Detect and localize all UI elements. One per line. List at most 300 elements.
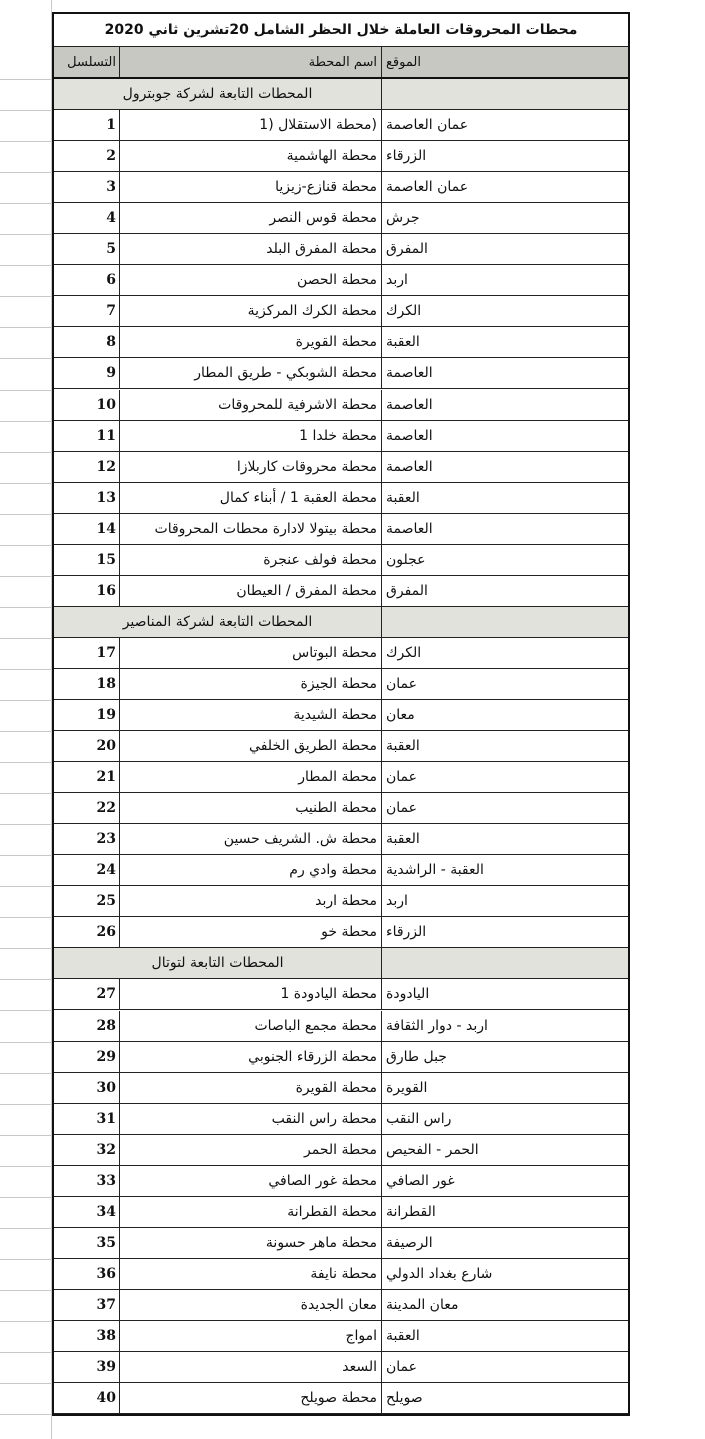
location-cell-text: اليادودة bbox=[386, 986, 430, 1003]
location-cell[interactable] bbox=[382, 327, 628, 357]
serial-cell[interactable] bbox=[54, 762, 120, 792]
location-cell-text: اربد bbox=[386, 272, 408, 289]
location-cell[interactable] bbox=[382, 390, 628, 420]
serial-cell-text: 18 bbox=[96, 675, 116, 692]
location-cell-text: القطرانة bbox=[386, 1203, 436, 1220]
serial-cell[interactable] bbox=[54, 1383, 120, 1413]
station-name-cell-text: محطة نايفة bbox=[310, 1265, 377, 1282]
location-cell[interactable] bbox=[382, 1352, 628, 1382]
station-name-cell[interactable] bbox=[120, 731, 382, 761]
station-name-cell[interactable] bbox=[120, 1259, 382, 1289]
gutter-gridline bbox=[0, 452, 52, 453]
station-name-cell-text: محطة وادي رم bbox=[289, 862, 377, 879]
location-cell[interactable] bbox=[382, 917, 628, 947]
station-name-cell[interactable] bbox=[120, 141, 382, 171]
gutter-gridline bbox=[0, 203, 52, 204]
location-cell-text: الرصيفة bbox=[386, 1234, 433, 1251]
serial-cell[interactable] bbox=[54, 421, 120, 451]
location-cell-text: العقبة bbox=[386, 831, 420, 848]
station-name-cell-text: محطة الطريق الخلفي bbox=[249, 738, 377, 755]
table-row bbox=[54, 824, 628, 855]
gutter-gridline bbox=[0, 1259, 52, 1260]
location-cell-text: العقبة bbox=[386, 489, 420, 506]
serial-cell[interactable] bbox=[54, 358, 120, 388]
section-location-empty[interactable] bbox=[382, 607, 628, 637]
serial-cell[interactable] bbox=[54, 917, 120, 947]
table-row bbox=[54, 1259, 628, 1290]
serial-cell[interactable] bbox=[54, 1135, 120, 1165]
serial-cell[interactable] bbox=[54, 638, 120, 668]
station-name-cell[interactable] bbox=[120, 265, 382, 295]
gutter-gridline bbox=[0, 421, 52, 422]
station-name-cell[interactable] bbox=[120, 1073, 382, 1103]
serial-cell-text: 23 bbox=[96, 831, 116, 848]
serial-cell-text: 22 bbox=[96, 800, 116, 817]
location-cell-text: العقبة - الراشدية bbox=[386, 862, 484, 879]
serial-cell[interactable] bbox=[54, 172, 120, 202]
station-name-cell[interactable] bbox=[120, 1166, 382, 1196]
station-name-cell[interactable] bbox=[120, 855, 382, 885]
gutter-gridline bbox=[0, 731, 52, 732]
location-cell[interactable] bbox=[382, 855, 628, 885]
serial-cell-text: 5 bbox=[106, 241, 116, 258]
serial-cell[interactable] bbox=[54, 979, 120, 1009]
station-name-cell[interactable] bbox=[120, 886, 382, 916]
station-name-cell-text: محطة قوس النصر bbox=[269, 210, 377, 227]
serial-cell-text: 11 bbox=[96, 427, 116, 444]
location-cell[interactable] bbox=[382, 483, 628, 513]
location-cell[interactable] bbox=[382, 669, 628, 699]
header-serial-text: التسلسل bbox=[67, 54, 116, 70]
serial-cell[interactable] bbox=[54, 1290, 120, 1320]
table-row bbox=[54, 265, 628, 296]
table-row bbox=[54, 576, 628, 607]
table-row bbox=[54, 793, 628, 824]
location-cell-text: شارع بغداد الدولي bbox=[386, 1265, 493, 1282]
serial-cell[interactable] bbox=[54, 545, 120, 575]
serial-cell[interactable] bbox=[54, 327, 120, 357]
location-cell-text: راس النقب bbox=[386, 1110, 452, 1127]
station-name-cell[interactable] bbox=[120, 203, 382, 233]
station-name-cell[interactable] bbox=[120, 421, 382, 451]
serial-cell-text: 30 bbox=[96, 1079, 116, 1096]
location-cell-text: جرش bbox=[386, 210, 420, 227]
station-name-cell-text: (محطة الاستقلال (1 bbox=[259, 117, 377, 134]
location-cell-text: صويلح bbox=[386, 1390, 423, 1407]
station-name-cell-text: محطة القويرة bbox=[295, 334, 377, 351]
serial-cell-text: 40 bbox=[96, 1390, 116, 1407]
serial-cell-text: 39 bbox=[96, 1359, 116, 1376]
serial-cell-text: 12 bbox=[96, 458, 116, 475]
location-cell[interactable] bbox=[382, 1073, 628, 1103]
serial-cell-text: 34 bbox=[96, 1203, 116, 1220]
serial-cell-text: 32 bbox=[96, 1141, 116, 1158]
table-row bbox=[54, 1321, 628, 1352]
header-row bbox=[54, 47, 628, 79]
gutter-gridline bbox=[0, 296, 52, 297]
station-name-cell[interactable] bbox=[120, 1383, 382, 1413]
serial-cell-text: 20 bbox=[96, 738, 116, 755]
gutter-gridline bbox=[0, 1073, 52, 1074]
station-name-cell[interactable] bbox=[120, 793, 382, 823]
station-name-cell[interactable] bbox=[120, 327, 382, 357]
table-row bbox=[54, 1104, 628, 1135]
gutter-gridline bbox=[0, 638, 52, 639]
location-cell-text: الزرقاء bbox=[386, 148, 427, 165]
gutter-gridline bbox=[0, 607, 52, 608]
station-name-cell[interactable] bbox=[120, 390, 382, 420]
location-cell[interactable] bbox=[382, 172, 628, 202]
station-name-cell[interactable] bbox=[120, 1197, 382, 1227]
location-cell[interactable] bbox=[382, 762, 628, 792]
location-cell[interactable] bbox=[382, 203, 628, 233]
serial-cell-text: 24 bbox=[96, 862, 116, 879]
gutter-gridline bbox=[0, 1135, 52, 1136]
location-cell-text: معان المدينة bbox=[386, 1296, 459, 1313]
station-name-cell[interactable] bbox=[120, 1290, 382, 1320]
table-row bbox=[54, 762, 628, 793]
serial-cell[interactable] bbox=[54, 1197, 120, 1227]
location-cell-text: العاصمة bbox=[386, 458, 433, 475]
table-row bbox=[54, 1166, 628, 1197]
station-name-cell[interactable] bbox=[120, 545, 382, 575]
gutter-gridline bbox=[0, 886, 52, 887]
serial-cell[interactable] bbox=[54, 203, 120, 233]
station-name-cell-text: محطة الزرقاء الجنوبي bbox=[248, 1048, 377, 1065]
serial-cell-text: 14 bbox=[96, 520, 116, 537]
station-name-cell-text: محطة الحصن bbox=[297, 272, 377, 289]
station-name-cell[interactable] bbox=[120, 1104, 382, 1134]
gutter-gridline bbox=[0, 1383, 52, 1384]
serial-cell-text: 2 bbox=[106, 148, 116, 165]
location-cell-text: عمان bbox=[386, 769, 417, 786]
serial-cell-text: 31 bbox=[96, 1110, 116, 1127]
station-name-cell-text: محطة الشوبكي - طريق المطار bbox=[194, 365, 377, 382]
station-name-cell[interactable] bbox=[120, 296, 382, 326]
serial-cell-text: 3 bbox=[106, 179, 116, 196]
gutter-gridline bbox=[0, 576, 52, 577]
station-name-cell[interactable] bbox=[120, 1321, 382, 1351]
serial-cell-text: 4 bbox=[106, 210, 116, 227]
serial-cell[interactable] bbox=[54, 824, 120, 854]
station-name-cell[interactable] bbox=[120, 452, 382, 482]
table-row bbox=[54, 545, 628, 576]
station-name-cell-text: محطة القويرة bbox=[295, 1079, 377, 1096]
header-location-text: الموقع bbox=[386, 54, 421, 70]
serial-cell[interactable] bbox=[54, 483, 120, 513]
serial-cell-text: 27 bbox=[96, 986, 116, 1003]
page-title-text: محطات المحروقات العاملة خلال الحظر الشامل 20تشرين ثاني 2020 bbox=[104, 22, 578, 38]
station-name-cell[interactable] bbox=[120, 1011, 382, 1041]
location-cell[interactable] bbox=[382, 824, 628, 854]
serial-cell-text: 7 bbox=[106, 303, 116, 320]
serial-cell-text: 29 bbox=[96, 1048, 116, 1065]
table-row bbox=[54, 327, 628, 358]
station-name-cell[interactable] bbox=[120, 576, 382, 606]
station-name-cell-text: محطة صويلح bbox=[300, 1390, 377, 1407]
gutter-gridline bbox=[0, 1197, 52, 1198]
station-name-cell-text: محطة راس النقب bbox=[271, 1110, 377, 1127]
station-name-cell-text: محطة الاشرفية للمحروقات bbox=[218, 396, 377, 413]
location-cell[interactable] bbox=[382, 1104, 628, 1134]
location-cell-text: عمان bbox=[386, 1359, 417, 1376]
location-cell[interactable] bbox=[382, 1228, 628, 1258]
table-row bbox=[54, 514, 628, 545]
section-location-empty[interactable] bbox=[382, 79, 628, 109]
location-cell[interactable] bbox=[382, 545, 628, 575]
location-cell[interactable] bbox=[382, 1259, 628, 1289]
gutter-gridline bbox=[0, 358, 52, 359]
location-cell[interactable] bbox=[382, 514, 628, 544]
gutter-gridline bbox=[0, 545, 52, 546]
gutter-gridline bbox=[0, 1290, 52, 1291]
station-name-cell-text: محطة القطرانة bbox=[287, 1203, 377, 1220]
gutter-gridline bbox=[0, 1228, 52, 1229]
station-name-cell-text: محطة الشيدية bbox=[293, 707, 377, 724]
location-cell[interactable] bbox=[382, 358, 628, 388]
location-cell-text: عمان العاصمة bbox=[386, 179, 469, 196]
serial-cell-text: 28 bbox=[96, 1017, 116, 1034]
section-title-text: المحطات التابعة لشركة جوبترول bbox=[122, 86, 313, 103]
serial-cell[interactable] bbox=[54, 886, 120, 916]
station-name-cell-text: محطة الحمر bbox=[304, 1141, 377, 1158]
location-cell[interactable] bbox=[382, 1135, 628, 1165]
station-name-cell[interactable] bbox=[120, 1352, 382, 1382]
location-cell-text: عجلون bbox=[386, 551, 426, 568]
header-station-name[interactable] bbox=[120, 47, 382, 77]
location-cell[interactable] bbox=[382, 1290, 628, 1320]
section-location-empty[interactable] bbox=[382, 948, 628, 978]
table-row bbox=[54, 979, 628, 1010]
serial-cell-text: 36 bbox=[96, 1265, 116, 1282]
location-cell[interactable] bbox=[382, 265, 628, 295]
serial-cell[interactable] bbox=[54, 576, 120, 606]
table-row bbox=[54, 110, 628, 141]
header-location[interactable] bbox=[382, 47, 628, 77]
serial-cell[interactable] bbox=[54, 296, 120, 326]
station-name-cell-text: محطة الجيزة bbox=[300, 675, 377, 692]
location-cell-text: العاصمة bbox=[386, 520, 433, 537]
gutter-gridline bbox=[0, 1414, 52, 1415]
gutter-gridline bbox=[0, 855, 52, 856]
station-name-cell-text: محطة قنازع-زيزيا bbox=[275, 179, 377, 196]
table-row bbox=[54, 296, 628, 327]
serial-cell[interactable] bbox=[54, 234, 120, 264]
location-cell-text: جبل طارق bbox=[386, 1048, 447, 1065]
station-name-cell[interactable] bbox=[120, 1228, 382, 1258]
station-name-cell-text: محطة البوتاس bbox=[292, 644, 377, 661]
serial-cell[interactable] bbox=[54, 514, 120, 544]
location-cell[interactable] bbox=[382, 1197, 628, 1227]
section-title[interactable] bbox=[54, 79, 382, 109]
serial-cell[interactable] bbox=[54, 1104, 120, 1134]
serial-cell[interactable] bbox=[54, 700, 120, 730]
serial-cell-text: 26 bbox=[96, 924, 116, 941]
location-cell[interactable] bbox=[382, 234, 628, 264]
station-name-cell[interactable] bbox=[120, 638, 382, 668]
section-title-text: المحطات التابعة لشركة المناصير bbox=[122, 613, 313, 630]
table-row bbox=[54, 141, 628, 172]
gutter-gridline bbox=[0, 1352, 52, 1353]
station-name-cell[interactable] bbox=[120, 917, 382, 947]
location-cell-text: عمان العاصمة bbox=[386, 117, 469, 134]
serial-cell[interactable] bbox=[54, 731, 120, 761]
table-row bbox=[54, 172, 628, 203]
location-cell-text: العقبة bbox=[386, 738, 420, 755]
section-header-row bbox=[54, 607, 628, 638]
station-name-cell-text: معان الجديدة bbox=[300, 1296, 377, 1313]
location-cell[interactable] bbox=[382, 421, 628, 451]
gutter-gridline bbox=[0, 265, 52, 266]
location-cell[interactable] bbox=[382, 452, 628, 482]
location-cell-text: المفرق bbox=[386, 241, 428, 258]
station-name-cell-text: محطة خو bbox=[321, 924, 377, 941]
serial-cell[interactable] bbox=[54, 855, 120, 885]
station-name-cell[interactable] bbox=[120, 483, 382, 513]
station-name-cell[interactable] bbox=[120, 669, 382, 699]
table-row bbox=[54, 1352, 628, 1383]
header-station-name-text: اسم المحطة bbox=[308, 54, 377, 70]
section-header-row bbox=[54, 79, 628, 110]
location-cell-text: العقبة bbox=[386, 1328, 420, 1345]
station-name-cell-text: محطة مجمع الباصات bbox=[254, 1017, 377, 1034]
station-name-cell-text: محطة فولف عنجرة bbox=[263, 551, 377, 568]
serial-cell[interactable] bbox=[54, 1352, 120, 1382]
serial-cell-text: 13 bbox=[96, 489, 116, 506]
serial-cell[interactable] bbox=[54, 390, 120, 420]
serial-cell[interactable] bbox=[54, 793, 120, 823]
location-cell[interactable] bbox=[382, 731, 628, 761]
station-name-cell[interactable] bbox=[120, 979, 382, 1009]
serial-cell[interactable] bbox=[54, 452, 120, 482]
serial-cell[interactable] bbox=[54, 1259, 120, 1289]
title-row bbox=[54, 14, 628, 47]
gutter-gridline bbox=[0, 793, 52, 794]
section-title[interactable] bbox=[54, 607, 382, 637]
serial-cell-text: 15 bbox=[96, 551, 116, 568]
station-name-cell[interactable] bbox=[120, 762, 382, 792]
location-cell[interactable] bbox=[382, 886, 628, 916]
serial-cell-text: 25 bbox=[96, 893, 116, 910]
location-cell-text: القويرة bbox=[386, 1079, 428, 1096]
serial-cell[interactable] bbox=[54, 1011, 120, 1041]
gutter-divider bbox=[51, 0, 52, 1439]
station-name-cell[interactable] bbox=[120, 110, 382, 140]
location-cell[interactable] bbox=[382, 1011, 628, 1041]
location-cell[interactable] bbox=[382, 1321, 628, 1351]
serial-cell[interactable] bbox=[54, 1166, 120, 1196]
gutter-gridline bbox=[0, 1010, 52, 1011]
station-name-cell[interactable] bbox=[120, 1042, 382, 1072]
gutter-gridline bbox=[0, 1104, 52, 1105]
station-name-cell-text: محطة العقبة 1 / أبناء كمال bbox=[219, 489, 377, 506]
location-cell[interactable] bbox=[382, 296, 628, 326]
location-cell[interactable] bbox=[382, 638, 628, 668]
gutter-gridline bbox=[0, 327, 52, 328]
gutter-gridline bbox=[0, 141, 52, 142]
table-row bbox=[54, 1228, 628, 1259]
location-cell[interactable] bbox=[382, 141, 628, 171]
table-row bbox=[54, 1290, 628, 1321]
serial-cell[interactable] bbox=[54, 110, 120, 140]
station-name-cell-text: محطة المفرق / العيطان bbox=[236, 582, 377, 599]
table-row bbox=[54, 203, 628, 234]
station-name-cell-text: امواج bbox=[345, 1328, 377, 1345]
gutter-gridline bbox=[0, 234, 52, 235]
page-title[interactable] bbox=[54, 14, 628, 46]
gutter-gridline bbox=[0, 948, 52, 949]
serial-cell-text: 35 bbox=[96, 1234, 116, 1251]
station-name-cell-text: محطة المفرق البلد bbox=[266, 241, 377, 258]
header-serial[interactable] bbox=[54, 47, 120, 77]
row-gutter bbox=[0, 0, 52, 1439]
gutter-gridline bbox=[0, 669, 52, 670]
table-row bbox=[54, 1197, 628, 1228]
location-cell[interactable] bbox=[382, 1383, 628, 1413]
table-row bbox=[54, 1042, 628, 1073]
gutter-gridline bbox=[0, 1321, 52, 1322]
serial-cell[interactable] bbox=[54, 1228, 120, 1258]
table-row bbox=[54, 390, 628, 421]
table-row bbox=[54, 917, 628, 948]
location-cell-text: الحمر - الفحيص bbox=[386, 1141, 479, 1158]
location-cell-text: الزرقاء bbox=[386, 924, 427, 941]
serial-cell-text: 37 bbox=[96, 1296, 116, 1313]
gutter-gridline bbox=[0, 824, 52, 825]
table-row bbox=[54, 358, 628, 389]
location-cell-text: اربد bbox=[386, 893, 408, 910]
serial-cell[interactable] bbox=[54, 141, 120, 171]
station-name-cell-text: محطة المطار bbox=[298, 769, 377, 786]
section-title[interactable] bbox=[54, 948, 382, 978]
station-name-cell[interactable] bbox=[120, 700, 382, 730]
station-name-cell-text: محطة اربد bbox=[315, 893, 377, 910]
location-cell[interactable] bbox=[382, 110, 628, 140]
location-cell[interactable] bbox=[382, 1042, 628, 1072]
gutter-gridline bbox=[0, 390, 52, 391]
fuel-stations-table bbox=[52, 12, 630, 1416]
serial-cell[interactable] bbox=[54, 265, 120, 295]
station-name-cell-text: محطة محروقات كاربلازا bbox=[236, 458, 377, 475]
location-cell[interactable] bbox=[382, 700, 628, 730]
gutter-gridline bbox=[0, 917, 52, 918]
serial-cell-text: 21 bbox=[96, 769, 116, 786]
serial-cell-text: 17 bbox=[96, 644, 116, 661]
table-row bbox=[54, 452, 628, 483]
serial-cell[interactable] bbox=[54, 1073, 120, 1103]
serial-cell[interactable] bbox=[54, 1321, 120, 1351]
station-name-cell[interactable] bbox=[120, 172, 382, 202]
station-name-cell[interactable] bbox=[120, 358, 382, 388]
station-name-cell[interactable] bbox=[120, 234, 382, 264]
serial-cell[interactable] bbox=[54, 669, 120, 699]
station-name-cell[interactable] bbox=[120, 514, 382, 544]
station-name-cell[interactable] bbox=[120, 1135, 382, 1165]
gutter-gridline bbox=[0, 1166, 52, 1167]
location-cell[interactable] bbox=[382, 576, 628, 606]
station-name-cell[interactable] bbox=[120, 824, 382, 854]
location-cell[interactable] bbox=[382, 979, 628, 1009]
table-row bbox=[54, 1135, 628, 1166]
table-row bbox=[54, 638, 628, 669]
serial-cell[interactable] bbox=[54, 1042, 120, 1072]
location-cell[interactable] bbox=[382, 1166, 628, 1196]
station-name-cell-text: محطة الهاشمية bbox=[286, 148, 377, 165]
serial-cell-text: 1 bbox=[106, 117, 116, 134]
location-cell-text: اربد - دوار الثقافة bbox=[386, 1017, 488, 1034]
location-cell[interactable] bbox=[382, 793, 628, 823]
table-row bbox=[54, 421, 628, 452]
